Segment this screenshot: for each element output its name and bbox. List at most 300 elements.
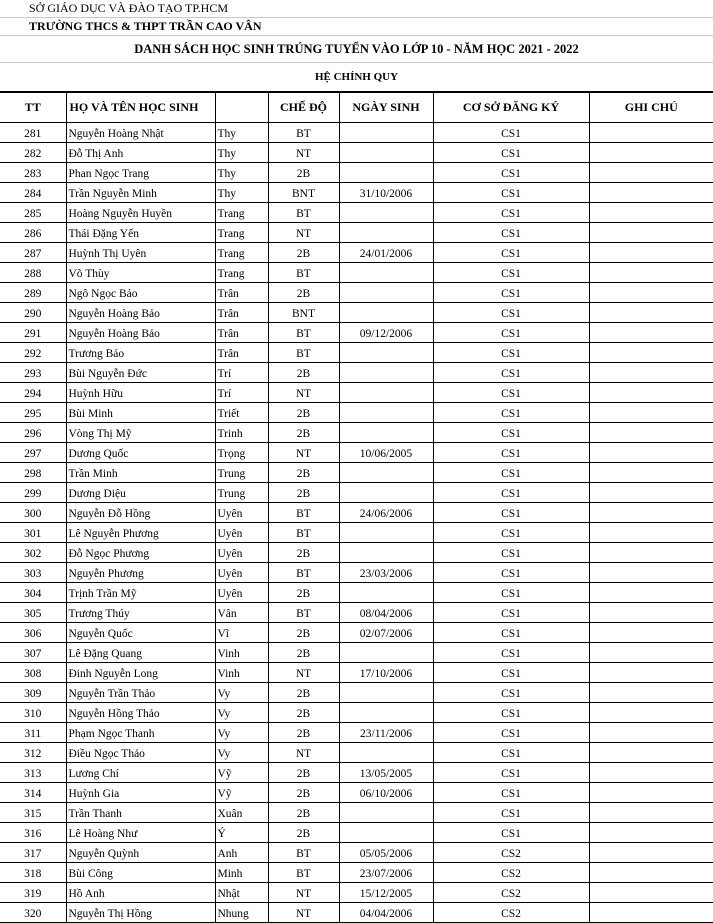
campus-cell: CS1 xyxy=(433,143,589,163)
che-do-cell: BT xyxy=(268,323,339,343)
student-family-name: Nguyễn Hồng Thảo xyxy=(66,703,215,723)
campus-cell: CS1 xyxy=(433,383,589,403)
student-family-name: Hoàng Nguyễn Huyền xyxy=(66,203,215,223)
che-do-cell: BT xyxy=(268,603,339,623)
student-given-name: Vy xyxy=(215,683,268,703)
row-number: 308 xyxy=(0,663,66,683)
student-given-name: Anh xyxy=(215,843,268,863)
che-do-cell: 2B xyxy=(268,363,339,383)
note-cell xyxy=(589,503,713,523)
row-number: 286 xyxy=(0,223,66,243)
row-number: 301 xyxy=(0,523,66,543)
row-number: 300 xyxy=(0,503,66,523)
note-cell xyxy=(589,203,713,223)
birth-date-cell xyxy=(339,203,433,223)
birth-date-cell xyxy=(339,823,433,843)
birth-date-cell xyxy=(339,223,433,243)
note-cell xyxy=(589,683,713,703)
student-family-name: Nguyễn Quốc xyxy=(66,623,215,643)
campus-cell: CS1 xyxy=(433,163,589,183)
che-do-cell: BNT xyxy=(268,183,339,203)
note-cell xyxy=(589,603,713,623)
student-given-name: Thy xyxy=(215,123,268,143)
student-family-name: Đinh Nguyễn Long xyxy=(66,663,215,683)
che-do-cell: 2B xyxy=(268,823,339,843)
student-family-name: Lê Đặng Quang xyxy=(66,643,215,663)
row-number: 296 xyxy=(0,423,66,443)
campus-cell: CS2 xyxy=(433,863,589,883)
che-do-cell: 2B xyxy=(268,783,339,803)
birth-date-cell: 10/06/2005 xyxy=(339,443,433,463)
birth-date-cell xyxy=(339,523,433,543)
student-given-name: Uyên xyxy=(215,543,268,563)
student-table xyxy=(0,93,713,923)
student-family-name: Nguyễn Phương xyxy=(66,563,215,583)
student-given-name: Nhung xyxy=(215,903,268,923)
table-body xyxy=(0,123,713,923)
note-cell xyxy=(589,183,713,203)
table-row xyxy=(0,383,713,403)
birth-date-cell xyxy=(339,583,433,603)
row-number: 311 xyxy=(0,723,66,743)
student-family-name: Trương Bảo xyxy=(66,343,215,363)
che-do-cell: NT xyxy=(268,663,339,683)
table-row xyxy=(0,683,713,703)
che-do-cell: 2B xyxy=(268,683,339,703)
row-number: 299 xyxy=(0,483,66,503)
che-do-cell: 2B xyxy=(268,163,339,183)
column-header-che-do: CHẾ ĐỘ xyxy=(268,93,339,123)
row-number: 314 xyxy=(0,783,66,803)
note-cell xyxy=(589,223,713,243)
row-number: 304 xyxy=(0,583,66,603)
student-family-name: Võ Thùy xyxy=(66,263,215,283)
student-given-name: Vân xyxy=(215,603,268,623)
table-row xyxy=(0,763,713,783)
note-cell xyxy=(589,123,713,143)
table-row xyxy=(0,223,713,243)
student-family-name: Trương Thúy xyxy=(66,603,215,623)
note-cell xyxy=(589,263,713,283)
row-number: 292 xyxy=(0,343,66,363)
campus-cell: CS1 xyxy=(433,783,589,803)
table-row xyxy=(0,663,713,683)
birth-date-cell: 15/12/2005 xyxy=(339,883,433,903)
table-row xyxy=(0,523,713,543)
campus-cell: CS1 xyxy=(433,323,589,343)
che-do-cell: BNT xyxy=(268,303,339,323)
row-number: 283 xyxy=(0,163,66,183)
student-family-name: Nguyễn Hoàng Nhật xyxy=(66,123,215,143)
note-cell xyxy=(589,443,713,463)
page-title: DANH SÁCH HỌC SINH TRÚNG TUYỂN VÀO LỚP 10 - NĂM HỌC 2021 - 2022 xyxy=(0,36,713,63)
campus-cell: CS2 xyxy=(433,883,589,903)
student-given-name: Vĩ xyxy=(215,623,268,643)
student-given-name: Trung xyxy=(215,483,268,503)
note-cell xyxy=(589,583,713,603)
table-row xyxy=(0,203,713,223)
student-family-name: Lương Chí xyxy=(66,763,215,783)
table-row xyxy=(0,843,713,863)
campus-cell: CS2 xyxy=(433,843,589,863)
student-given-name: Trân xyxy=(215,343,268,363)
student-given-name: Xuân xyxy=(215,803,268,823)
note-cell xyxy=(589,283,713,303)
table-row xyxy=(0,323,713,343)
note-cell xyxy=(589,703,713,723)
row-number: 305 xyxy=(0,603,66,623)
column-header-ngay-sinh: NGÀY SINH xyxy=(339,93,433,123)
birth-date-cell xyxy=(339,543,433,563)
student-given-name: Trinh xyxy=(215,423,268,443)
student-family-name: Nguyễn Quỳnh xyxy=(66,843,215,863)
table-row xyxy=(0,743,713,763)
student-given-name: Vy xyxy=(215,723,268,743)
birth-date-cell: 24/06/2006 xyxy=(339,503,433,523)
note-cell xyxy=(589,463,713,483)
campus-cell: CS1 xyxy=(433,503,589,523)
student-given-name: Uyên xyxy=(215,523,268,543)
table-row xyxy=(0,303,713,323)
student-given-name: Trọng xyxy=(215,443,268,463)
note-cell xyxy=(589,563,713,583)
row-number: 320 xyxy=(0,903,66,923)
che-do-cell: 2B xyxy=(268,703,339,723)
birth-date-cell: 23/03/2006 xyxy=(339,563,433,583)
note-cell xyxy=(589,543,713,563)
campus-cell: CS1 xyxy=(433,343,589,363)
row-number: 315 xyxy=(0,803,66,823)
row-number: 295 xyxy=(0,403,66,423)
che-do-cell: 2B xyxy=(268,803,339,823)
note-cell xyxy=(589,883,713,903)
row-number: 287 xyxy=(0,243,66,263)
student-given-name: Vy xyxy=(215,743,268,763)
birth-date-cell xyxy=(339,403,433,423)
row-number: 289 xyxy=(0,283,66,303)
che-do-cell: NT xyxy=(268,383,339,403)
table-row xyxy=(0,243,713,263)
che-do-cell: 2B xyxy=(268,583,339,603)
student-given-name: Trí xyxy=(215,383,268,403)
campus-cell: CS1 xyxy=(433,183,589,203)
student-family-name: Thái Đặng Yến xyxy=(66,223,215,243)
table-row xyxy=(0,783,713,803)
row-number: 319 xyxy=(0,883,66,903)
note-cell xyxy=(589,843,713,863)
che-do-cell: NT xyxy=(268,223,339,243)
note-cell xyxy=(589,663,713,683)
student-family-name: Dương Quốc xyxy=(66,443,215,463)
note-cell xyxy=(589,763,713,783)
note-cell xyxy=(589,383,713,403)
campus-cell: CS1 xyxy=(433,523,589,543)
student-family-name: Đỗ Thị Anh xyxy=(66,143,215,163)
row-number: 312 xyxy=(0,743,66,763)
note-cell xyxy=(589,483,713,503)
page-subtitle: HỆ CHÍNH QUY xyxy=(0,63,713,93)
table-row xyxy=(0,403,713,423)
table-row xyxy=(0,863,713,883)
birth-date-cell xyxy=(339,463,433,483)
table-row xyxy=(0,123,713,143)
note-cell xyxy=(589,303,713,323)
campus-cell: CS1 xyxy=(433,603,589,623)
student-family-name: Lê Nguyễn Phương xyxy=(66,523,215,543)
student-family-name: Huỳnh Hữu xyxy=(66,383,215,403)
row-number: 310 xyxy=(0,703,66,723)
che-do-cell: 2B xyxy=(268,483,339,503)
student-given-name: Vỹ xyxy=(215,783,268,803)
birth-date-cell xyxy=(339,263,433,283)
note-cell xyxy=(589,903,713,923)
student-family-name: Huỳnh Thị Uyên xyxy=(66,243,215,263)
student-family-name: Lê Hoàng Như xyxy=(66,823,215,843)
row-number: 298 xyxy=(0,463,66,483)
row-number: 282 xyxy=(0,143,66,163)
note-cell xyxy=(589,723,713,743)
row-number: 294 xyxy=(0,383,66,403)
table-row xyxy=(0,603,713,623)
row-number: 307 xyxy=(0,643,66,663)
school-name: TRƯỜNG THCS & THPT TRẦN CAO VÂN xyxy=(0,18,713,36)
table-row xyxy=(0,703,713,723)
note-cell xyxy=(589,823,713,843)
column-header-full-name: HỌ VÀ TÊN HỌC SINH xyxy=(66,93,215,123)
table-row xyxy=(0,903,713,923)
campus-cell: CS1 xyxy=(433,263,589,283)
table-row xyxy=(0,283,713,303)
campus-cell: CS1 xyxy=(433,243,589,263)
campus-cell: CS1 xyxy=(433,123,589,143)
student-given-name: Vy xyxy=(215,703,268,723)
row-number: 306 xyxy=(0,623,66,643)
che-do-cell: BT xyxy=(268,503,339,523)
campus-cell: CS1 xyxy=(433,283,589,303)
student-family-name: Điều Ngọc Thảo xyxy=(66,743,215,763)
birth-date-cell: 13/05/2005 xyxy=(339,763,433,783)
che-do-cell: BT xyxy=(268,563,339,583)
campus-cell: CS1 xyxy=(433,363,589,383)
che-do-cell: BT xyxy=(268,523,339,543)
campus-cell: CS1 xyxy=(433,623,589,643)
student-family-name: Trịnh Trần Mỹ xyxy=(66,583,215,603)
student-given-name: Trân xyxy=(215,323,268,343)
note-cell xyxy=(589,863,713,883)
note-cell xyxy=(589,243,713,263)
student-given-name: Trang xyxy=(215,223,268,243)
note-cell xyxy=(589,643,713,663)
student-family-name: Nguyễn Thị Hồng xyxy=(66,903,215,923)
table-row xyxy=(0,143,713,163)
student-family-name: Đỗ Ngọc Phương xyxy=(66,543,215,563)
birth-date-cell: 06/10/2006 xyxy=(339,783,433,803)
department-name: SỞ GIÁO DỤC VÀ ĐÀO TẠO TP.HCM xyxy=(0,0,713,18)
campus-cell: CS1 xyxy=(433,723,589,743)
note-cell xyxy=(589,323,713,343)
note-cell xyxy=(589,143,713,163)
campus-cell: CS1 xyxy=(433,563,589,583)
student-family-name: Vòng Thị Mỹ xyxy=(66,423,215,443)
birth-date-cell xyxy=(339,123,433,143)
campus-cell: CS1 xyxy=(433,543,589,563)
birth-date-cell xyxy=(339,343,433,363)
student-given-name: Thy xyxy=(215,163,268,183)
student-family-name: Hồ Anh xyxy=(66,883,215,903)
campus-cell: CS1 xyxy=(433,203,589,223)
row-number: 302 xyxy=(0,543,66,563)
note-cell xyxy=(589,423,713,443)
campus-cell: CS1 xyxy=(433,443,589,463)
birth-date-cell: 08/04/2006 xyxy=(339,603,433,623)
che-do-cell: 2B xyxy=(268,723,339,743)
che-do-cell: NT xyxy=(268,443,339,463)
che-do-cell: 2B xyxy=(268,403,339,423)
note-cell xyxy=(589,783,713,803)
student-given-name: Trí xyxy=(215,363,268,383)
table-row xyxy=(0,263,713,283)
birth-date-cell xyxy=(339,683,433,703)
campus-cell: CS1 xyxy=(433,423,589,443)
column-header-first-name xyxy=(215,93,268,123)
che-do-cell: 2B xyxy=(268,423,339,443)
che-do-cell: BT xyxy=(268,203,339,223)
student-given-name: Uyên xyxy=(215,563,268,583)
campus-cell: CS1 xyxy=(433,703,589,723)
column-header-ghi-chu: GHI CHÚ xyxy=(589,93,713,123)
campus-cell: CS1 xyxy=(433,683,589,703)
student-family-name: Nguyễn Đỗ Hồng xyxy=(66,503,215,523)
che-do-cell: 2B xyxy=(268,463,339,483)
row-number: 290 xyxy=(0,303,66,323)
campus-cell: CS2 xyxy=(433,903,589,923)
birth-date-cell: 23/11/2006 xyxy=(339,723,433,743)
row-number: 313 xyxy=(0,763,66,783)
student-given-name: Triết xyxy=(215,403,268,423)
row-number: 284 xyxy=(0,183,66,203)
che-do-cell: 2B xyxy=(268,643,339,663)
campus-cell: CS1 xyxy=(433,643,589,663)
che-do-cell: NT xyxy=(268,883,339,903)
che-do-cell: 2B xyxy=(268,243,339,263)
birth-date-cell xyxy=(339,423,433,443)
table-row xyxy=(0,803,713,823)
student-given-name: Vỹ xyxy=(215,763,268,783)
birth-date-cell: 09/12/2006 xyxy=(339,323,433,343)
student-family-name: Huỳnh Gia xyxy=(66,783,215,803)
student-given-name: Trung xyxy=(215,463,268,483)
student-family-name: Bùi Nguyễn Đức xyxy=(66,363,215,383)
row-number: 285 xyxy=(0,203,66,223)
birth-date-cell xyxy=(339,643,433,663)
table-row xyxy=(0,563,713,583)
student-family-name: Dương Diệu xyxy=(66,483,215,503)
che-do-cell: BT xyxy=(268,843,339,863)
birth-date-cell: 31/10/2006 xyxy=(339,183,433,203)
campus-cell: CS1 xyxy=(433,483,589,503)
che-do-cell: NT xyxy=(268,743,339,763)
student-family-name: Trần Thanh xyxy=(66,803,215,823)
row-number: 293 xyxy=(0,363,66,383)
note-cell xyxy=(589,363,713,383)
student-family-name: Phan Ngọc Trang xyxy=(66,163,215,183)
student-given-name: Trang xyxy=(215,263,268,283)
che-do-cell: NT xyxy=(268,143,339,163)
student-family-name: Ngô Ngọc Bảo xyxy=(66,283,215,303)
student-given-name: Trang xyxy=(215,243,268,263)
campus-cell: CS1 xyxy=(433,663,589,683)
table-row xyxy=(0,543,713,563)
student-given-name: Thy xyxy=(215,143,268,163)
birth-date-cell xyxy=(339,303,433,323)
note-cell xyxy=(589,623,713,643)
note-cell xyxy=(589,743,713,763)
table-row xyxy=(0,483,713,503)
table-row xyxy=(0,163,713,183)
table-row xyxy=(0,423,713,443)
che-do-cell: 2B xyxy=(268,623,339,643)
student-given-name: Trang xyxy=(215,203,268,223)
birth-date-cell xyxy=(339,363,433,383)
birth-date-cell xyxy=(339,703,433,723)
table-row xyxy=(0,883,713,903)
student-given-name: Trân xyxy=(215,283,268,303)
student-given-name: Minh xyxy=(215,863,268,883)
column-header-tt: TT xyxy=(0,93,66,123)
row-number: 297 xyxy=(0,443,66,463)
row-number: 317 xyxy=(0,843,66,863)
che-do-cell: 2B xyxy=(268,543,339,563)
che-do-cell: BT xyxy=(268,863,339,883)
student-given-name: Ý xyxy=(215,823,268,843)
birth-date-cell xyxy=(339,483,433,503)
che-do-cell: 2B xyxy=(268,763,339,783)
table-row xyxy=(0,503,713,523)
row-number: 281 xyxy=(0,123,66,143)
campus-cell: CS1 xyxy=(433,763,589,783)
student-given-name: Uyên xyxy=(215,583,268,603)
che-do-cell: BT xyxy=(268,263,339,283)
table-row xyxy=(0,183,713,203)
row-number: 303 xyxy=(0,563,66,583)
table-row xyxy=(0,823,713,843)
student-given-name: Uyên xyxy=(215,503,268,523)
student-family-name: Phạm Ngọc Thanh xyxy=(66,723,215,743)
student-family-name: Nguyễn Trần Thảo xyxy=(66,683,215,703)
che-do-cell: BT xyxy=(268,123,339,143)
table-row xyxy=(0,363,713,383)
campus-cell: CS1 xyxy=(433,403,589,423)
row-number: 316 xyxy=(0,823,66,843)
table-row xyxy=(0,723,713,743)
table-row xyxy=(0,643,713,663)
campus-cell: CS1 xyxy=(433,803,589,823)
birth-date-cell: 04/04/2006 xyxy=(339,903,433,923)
column-header-co-so: CƠ SỞ ĐĂNG KÝ xyxy=(433,93,589,123)
note-cell xyxy=(589,343,713,363)
birth-date-cell xyxy=(339,143,433,163)
birth-date-cell: 05/05/2006 xyxy=(339,843,433,863)
table-row xyxy=(0,343,713,363)
birth-date-cell xyxy=(339,803,433,823)
student-family-name: Bùi Minh xyxy=(66,403,215,423)
table-header-row xyxy=(0,93,713,123)
student-family-name: Bùi Công xyxy=(66,863,215,883)
table-row xyxy=(0,583,713,603)
student-given-name: Vinh xyxy=(215,643,268,663)
campus-cell: CS1 xyxy=(433,463,589,483)
campus-cell: CS1 xyxy=(433,303,589,323)
